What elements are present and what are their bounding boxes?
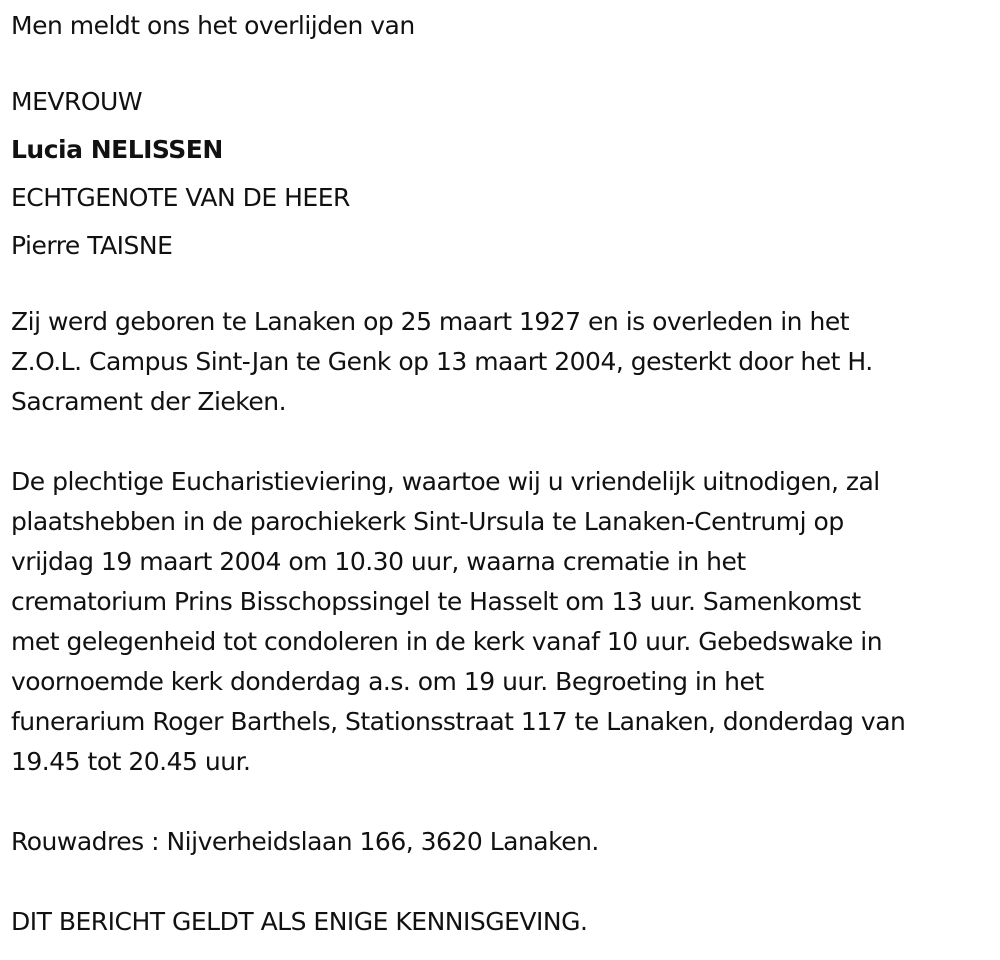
paragraph-line: Zij werd geboren te Lanaken op 25 maart 1927 en is overleden in het <box>11 307 849 336</box>
title-prefix: MEVROUW <box>11 87 143 116</box>
spacer <box>11 782 996 822</box>
paragraph-line: met gelegenheid tot condoleren in de kerk vanaf 10 uur. Gebedswake in <box>11 627 883 656</box>
closing-statement: DIT BERICHT GELDT ALS ENIGE KENNISGEVING. <box>11 907 588 936</box>
birth-death-paragraph <box>11 302 996 422</box>
intro-text: Men meldt ons het overlijden van <box>11 11 415 40</box>
paragraph-line: vrijdag 19 maart 2004 om 10.30 uur, waarna crematie in het <box>11 547 746 576</box>
mourning-address: Rouwadres : Nijverheidslaan 166, 3620 Lanaken. <box>11 827 599 856</box>
paragraph-line: Z.O.L. Campus Sint-Jan te Genk op 13 maart 2004, gesterkt door het H. <box>11 347 873 376</box>
paragraph-line: De plechtige Eucharistieviering, waartoe wij u vriendelijk uitnodigen, zal <box>11 467 880 496</box>
paragraph-line: plaatshebben in de parochiekerk Sint-Ursula te Lanaken-Centrumj op <box>11 507 844 536</box>
spacer <box>11 270 996 302</box>
spouse-name: Pierre TAISNE <box>11 231 173 260</box>
paragraph-line: 19.45 tot 20.45 uur. <box>11 747 251 776</box>
deceased-name: Lucia NELISSEN <box>11 135 223 164</box>
paragraph-line: crematorium Prins Bisschopssingel te Hasselt om 13 uur. Samenkomst <box>11 587 861 616</box>
paragraph-line: funerarium Roger Barthels, Stationsstraat 117 te Lanaken, donderdag van <box>11 707 906 736</box>
death-notice <box>11 6 996 942</box>
spacer <box>11 422 996 462</box>
spacer <box>11 46 996 78</box>
paragraph-line: voornoemde kerk donderdag a.s. om 19 uur. Begroeting in het <box>11 667 764 696</box>
ceremony-paragraph <box>11 462 996 782</box>
relation-text: ECHTGENOTE VAN DE HEER <box>11 183 350 212</box>
spacer <box>11 862 996 902</box>
paragraph-line: Sacrament der Zieken. <box>11 387 287 416</box>
